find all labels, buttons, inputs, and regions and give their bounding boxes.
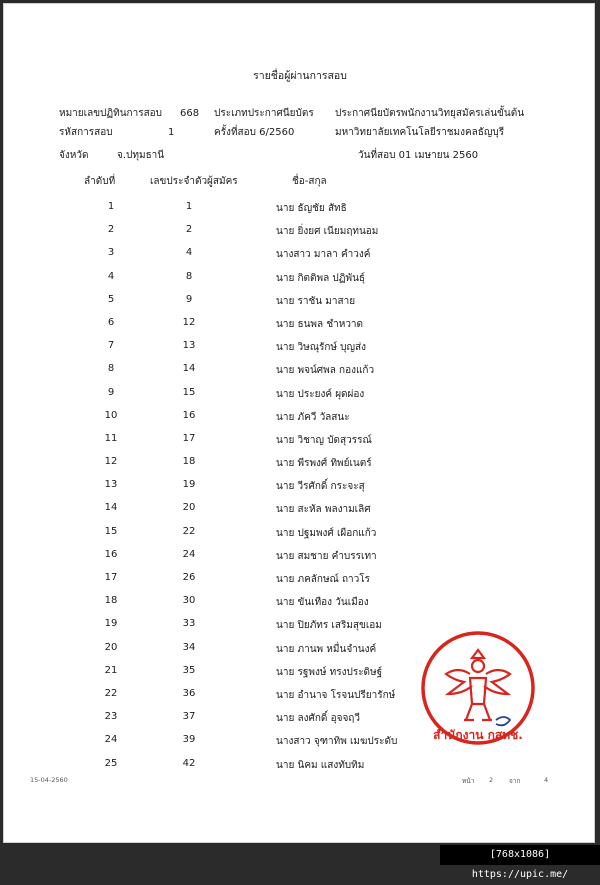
row-order: 24 (104, 734, 118, 746)
document-title: รายชื่อผู้ผ่านการสอบ (253, 70, 347, 82)
row-fullname: นางสาว มาลา คำวงค์ (276, 249, 371, 261)
row-applicant-id: 2 (185, 224, 193, 236)
row-fullname: นาย วีรศักดิ์ กระจะสุ (276, 481, 365, 493)
row-fullname: นาย ลงศักดิ์ อุจจฤวี (276, 713, 360, 725)
table-row (4, 358, 596, 381)
row-applicant-id: 20 (182, 502, 196, 514)
row-order: 7 (107, 340, 115, 352)
ntbc-seal-icon (418, 628, 538, 748)
row-fullname: นาย ธนพล ชำหวาด (276, 318, 364, 330)
row-fullname: นาย ภคลักษณ์ ถาวโร (276, 574, 371, 585)
table-row (4, 242, 596, 265)
table-row (4, 266, 596, 289)
table-row (4, 567, 596, 590)
row-applicant-id: 37 (182, 711, 196, 723)
garuda-emblem-icon (446, 650, 510, 720)
row-fullname: นาย ภัควี วัลสนะ (276, 411, 350, 423)
row-order: 20 (104, 641, 118, 653)
announcement-type: ประเภทประกาศนียบัตร (214, 108, 314, 119)
row-order: 5 (107, 293, 115, 305)
institution: มหาวิทยาลัยเทคโนโลยีราชมงคลธัญบุรี (335, 127, 505, 138)
table-row (4, 451, 596, 474)
table-row (4, 753, 596, 776)
row-fullname: นาย ปฐมพงศ์ เผือกแก้ว (276, 527, 377, 539)
row-fullname: นาย ธัญชัย สัทธิ (276, 203, 347, 214)
row-applicant-id: 4 (185, 247, 193, 259)
row-order: 16 (104, 548, 118, 560)
row-applicant-id: 15 (182, 386, 196, 398)
row-fullname: นาย พีรพงศ์ ทิพย์เนตร์ (276, 458, 372, 470)
header-fullname: ชื่อ-สกุล (292, 176, 327, 187)
row-applicant-id: 16 (182, 409, 196, 421)
table-row (4, 405, 596, 428)
row-fullname: นาย วิษณุรักษ์ บุญส่ง (276, 342, 367, 354)
row-fullname: นาย นิคม แสงทับทิม (276, 759, 365, 771)
table-row (4, 382, 596, 405)
row-order: 14 (104, 502, 118, 514)
footer-of-label: จาก (509, 777, 521, 785)
table-row (4, 474, 596, 497)
row-fullname: นาย สมชาย คำบรรเทา (276, 550, 377, 562)
table-row (4, 497, 596, 520)
header-applicant-id: เลขประจำตัวผู้สมัคร (150, 176, 238, 187)
row-fullname: นางสาว จุฑาทิพ เมฆประดับ (276, 736, 398, 748)
row-applicant-id: 42 (182, 757, 196, 769)
footer-page-number: 2 (489, 776, 494, 784)
row-applicant-id: 39 (182, 734, 196, 746)
row-order: 25 (104, 757, 118, 769)
row-applicant-id: 1 (185, 201, 193, 212)
row-applicant-id: 12 (182, 316, 196, 328)
exam-id-value: 1 (168, 127, 175, 138)
row-applicant-id: 17 (182, 432, 196, 444)
row-order: 12 (104, 456, 118, 468)
row-order: 13 (104, 479, 118, 491)
row-order: 21 (104, 664, 118, 676)
row-fullname: นาย กิตติพล ปฏิพันธุ์ (276, 272, 366, 284)
province-label: จังหวัด (59, 150, 89, 161)
document-page (3, 3, 595, 843)
exam-code-value: 668 (180, 108, 200, 119)
exam-code-label: หมายเลขปฏิทินการสอบ (59, 108, 163, 119)
row-order: 9 (107, 386, 115, 398)
row-applicant-id: 14 (182, 363, 196, 375)
row-order: 23 (104, 711, 118, 723)
row-fullname: นาย ปิยภัทร เสริมสุขเอม (276, 620, 382, 632)
row-order: 17 (104, 572, 118, 583)
footer-date: 15-04-2560 (30, 776, 68, 784)
watermark: [768x1086] https://upic.me/ (440, 845, 600, 865)
province-value: จ.ปทุมธานี (117, 150, 165, 161)
row-fullname: นาย สะหัล พลงามเลิศ (276, 504, 371, 516)
row-applicant-id: 9 (185, 293, 193, 305)
table-row (4, 428, 596, 451)
row-order: 15 (104, 525, 118, 537)
row-order: 3 (107, 247, 115, 259)
row-order: 18 (104, 595, 118, 607)
row-fullname: นาย พจน์ศพล กองแก้ว (276, 365, 375, 377)
row-order: 8 (107, 363, 115, 375)
row-applicant-id: 22 (182, 525, 196, 537)
row-order: 4 (107, 270, 115, 282)
row-order: 6 (107, 316, 115, 328)
footer-page-total: 4 (544, 776, 549, 784)
row-applicant-id: 19 (182, 479, 196, 491)
row-applicant-id: 24 (182, 548, 196, 560)
row-applicant-id: 33 (182, 618, 196, 630)
row-fullname: นาย รฐพงษ์ ทรงประดิษฐ์ (276, 666, 383, 678)
row-applicant-id: 34 (182, 641, 196, 653)
row-fullname: นาย วิชาญ บัดสุวรรณ์ (276, 434, 372, 446)
row-fullname: นาย อำนาจ โรจนปรียารักษ์ (276, 689, 396, 701)
header-order: ลำดับที่ (84, 176, 116, 187)
row-applicant-id: 36 (182, 687, 196, 699)
seal-text: สำนักงาน กสทช. (433, 728, 523, 742)
table-row (4, 521, 596, 544)
announcement-name: ประกาศนียบัตรพนักงานวิทยุสมัครเล่นขั้นต้น (335, 108, 525, 119)
row-applicant-id: 30 (182, 595, 196, 607)
row-order: 1 (107, 201, 115, 212)
table-row (4, 289, 596, 312)
row-applicant-id: 18 (182, 456, 196, 468)
row-fullname: นาย ประยงค์ ผุดผ่อง (276, 388, 365, 400)
row-order: 19 (104, 618, 118, 630)
table-row (4, 544, 596, 567)
table-row (4, 196, 596, 219)
row-fullname: นาย ขันเทือง วันเมือง (276, 597, 369, 609)
row-applicant-id: 13 (182, 340, 196, 352)
exam-date: วันที่สอบ 01 เมษายน 2560 (358, 150, 479, 161)
row-applicant-id: 8 (185, 270, 193, 282)
table-row (4, 219, 596, 242)
table-row (4, 312, 596, 335)
table-row (4, 590, 596, 613)
row-order: 22 (104, 687, 118, 699)
footer-page-label: หน้า (462, 777, 475, 785)
table-row (4, 335, 596, 358)
row-fullname: นาย ราชัน มาสาย (276, 295, 356, 307)
row-order: 11 (104, 432, 118, 444)
row-fullname: นาย ภานพ หมื่นจำนงค์ (276, 643, 377, 655)
exam-round: ครั้งที่สอบ 6/2560 (214, 127, 295, 138)
row-applicant-id: 35 (182, 664, 196, 676)
row-order: 10 (104, 409, 118, 421)
row-fullname: นาย ยิ่งยศ เนียมฤทนอม (276, 226, 379, 238)
row-applicant-id: 26 (182, 572, 196, 583)
signature-mark (496, 717, 510, 725)
exam-id-label: รหัสการสอบ (59, 127, 113, 138)
row-order: 2 (107, 224, 115, 236)
